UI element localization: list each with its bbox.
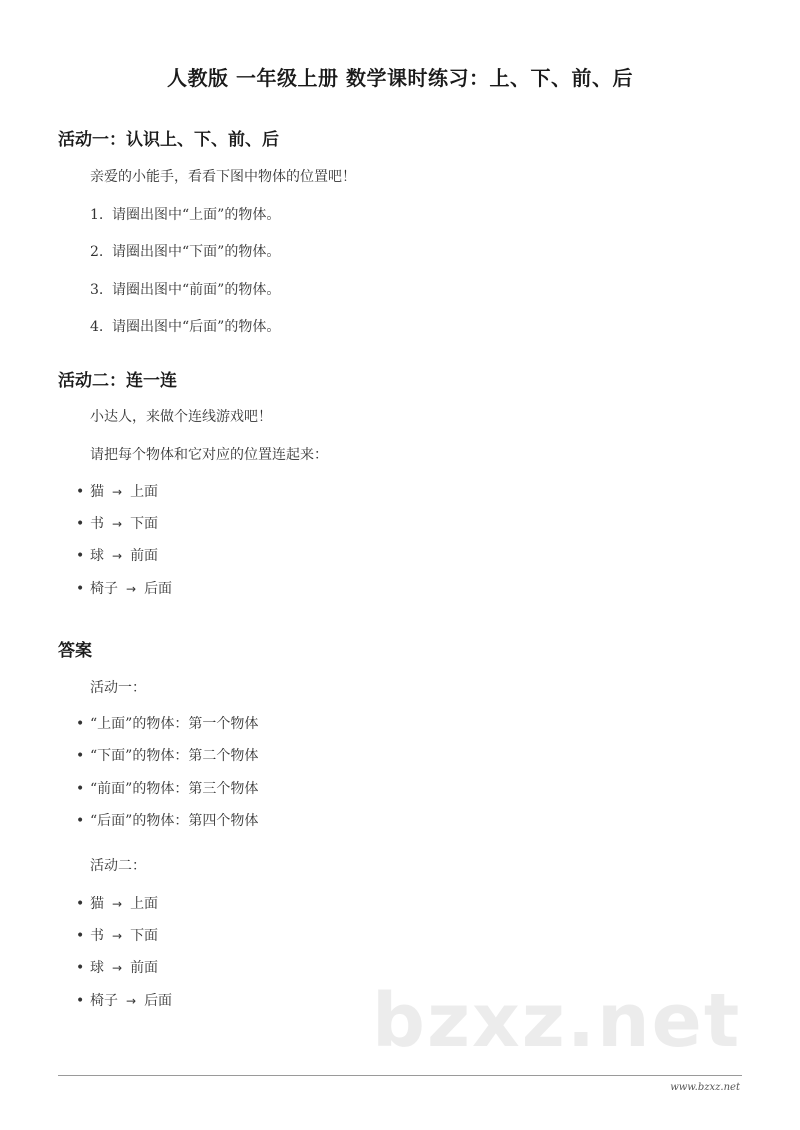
item-text: 请圈出图中“下面”的物体。 bbox=[112, 244, 281, 260]
answer-item bbox=[76, 745, 258, 765]
pair-position: 下面 bbox=[130, 516, 159, 532]
activity1-heading: 活动一：认识上、下、前、后 bbox=[58, 130, 279, 150]
activity2-heading: 活动二：连一连 bbox=[58, 371, 177, 391]
answer-text: “下面”的物体：第二个物体 bbox=[90, 748, 259, 764]
match-pair bbox=[76, 578, 172, 598]
watermark: bzxz.net bbox=[372, 978, 742, 1064]
bullet-icon: • bbox=[76, 548, 85, 564]
match-pair bbox=[76, 481, 158, 501]
activity1-item bbox=[90, 279, 280, 299]
pair-object: 椅子 bbox=[90, 581, 118, 597]
pair-object: 猫 bbox=[90, 484, 104, 500]
answer-item bbox=[76, 778, 258, 798]
answer-text: “上面”的物体：第一个物体 bbox=[90, 716, 259, 732]
pair-object: 猫 bbox=[90, 896, 104, 912]
arrow-right-icon: → bbox=[126, 994, 137, 1008]
activity2-instruction: 请把每个物体和它对应的位置连起来： bbox=[90, 447, 328, 463]
answer-pair bbox=[76, 925, 158, 945]
answer-item bbox=[76, 810, 258, 830]
item-text: 请圈出图中“后面”的物体。 bbox=[112, 319, 281, 335]
item-number: 2. bbox=[90, 244, 104, 260]
answers-activity2-label: 活动二： bbox=[90, 858, 146, 874]
pair-position: 上面 bbox=[130, 896, 159, 912]
bullet-icon: • bbox=[76, 484, 85, 500]
item-text: 请圈出图中“上面”的物体。 bbox=[112, 207, 281, 223]
pair-object: 球 bbox=[90, 548, 104, 564]
activity1-intro: 亲爱的小能手，看看下图中物体的位置吧！ bbox=[90, 169, 356, 185]
pair-object: 书 bbox=[90, 928, 104, 944]
pair-object: 球 bbox=[90, 960, 104, 976]
pair-position: 下面 bbox=[130, 928, 159, 944]
bullet-icon: • bbox=[76, 581, 85, 597]
bullet-icon: • bbox=[76, 928, 85, 944]
bullet-icon: • bbox=[76, 516, 85, 532]
bullet-icon: • bbox=[76, 716, 85, 732]
arrow-right-icon: → bbox=[112, 485, 123, 499]
footer-divider bbox=[58, 1075, 742, 1076]
pair-position: 前面 bbox=[130, 548, 159, 564]
bullet-icon: • bbox=[76, 748, 85, 764]
arrow-right-icon: → bbox=[112, 961, 123, 975]
item-text: 请圈出图中“前面”的物体。 bbox=[112, 282, 281, 298]
answer-pair bbox=[76, 957, 158, 977]
activity1-item bbox=[90, 204, 280, 224]
pair-position: 前面 bbox=[130, 960, 159, 976]
activity2-intro: 小达人，来做个连线游戏吧！ bbox=[90, 409, 272, 425]
answer-item bbox=[76, 713, 258, 733]
page-title: 人教版 一年级上册 数学课时练习：上、下、前、后 bbox=[167, 66, 633, 90]
item-number: 4. bbox=[90, 319, 104, 335]
answer-text: “前面”的物体：第三个物体 bbox=[90, 781, 259, 797]
match-pair bbox=[76, 545, 158, 565]
answers-activity1-label: 活动一： bbox=[90, 680, 146, 696]
footer-url: www.bzxz.net bbox=[670, 1082, 740, 1093]
arrow-right-icon: → bbox=[126, 582, 137, 596]
bullet-icon: • bbox=[76, 896, 85, 912]
match-pair bbox=[76, 513, 158, 533]
item-number: 1. bbox=[90, 207, 104, 223]
activity1-item bbox=[90, 316, 280, 336]
answers-heading: 答案 bbox=[58, 641, 92, 661]
pair-position: 后面 bbox=[144, 581, 173, 597]
arrow-right-icon: → bbox=[112, 517, 123, 531]
answer-text: “后面”的物体：第四个物体 bbox=[90, 813, 259, 829]
pair-object: 书 bbox=[90, 516, 104, 532]
arrow-right-icon: → bbox=[112, 897, 123, 911]
bullet-icon: • bbox=[76, 960, 85, 976]
item-number: 3. bbox=[90, 282, 104, 298]
arrow-right-icon: → bbox=[112, 929, 123, 943]
pair-object: 椅子 bbox=[90, 993, 118, 1009]
bullet-icon: • bbox=[76, 813, 85, 829]
pair-position: 后面 bbox=[144, 993, 173, 1009]
answer-pair bbox=[76, 893, 158, 913]
pair-position: 上面 bbox=[130, 484, 159, 500]
bullet-icon: • bbox=[76, 993, 85, 1009]
activity1-item bbox=[90, 241, 280, 261]
arrow-right-icon: → bbox=[112, 549, 123, 563]
answer-pair bbox=[76, 990, 172, 1010]
bullet-icon: • bbox=[76, 781, 85, 797]
